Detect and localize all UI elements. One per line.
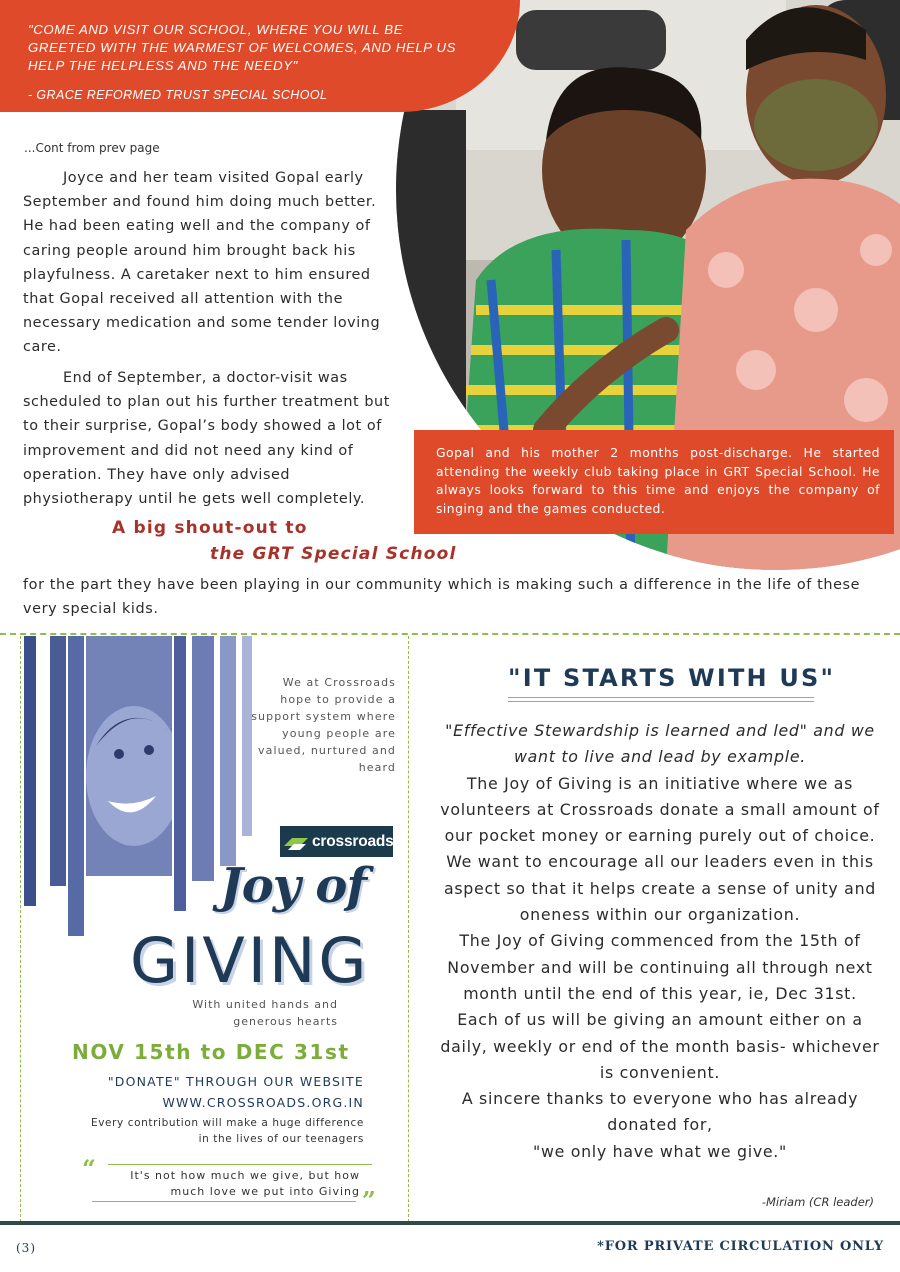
story-paragraph-1-text: Joyce and her team visited Gopal early September and found him doing much better. He had been eating well and the company of caring people around him brought back his playfulness. A caretaker next to him ensured that Gopal received all attention with the necessary medication and some tender loving care. xyxy=(23,170,381,356)
quote-rule-top xyxy=(108,1164,372,1165)
close-quote-icon: ” xyxy=(362,1186,376,1215)
title-underline xyxy=(508,697,814,698)
story-paragraph-2 xyxy=(23,366,395,511)
shout-out-heading-line2: the GRT Special School xyxy=(210,544,457,564)
story-paragraph-2-text: End of September, a doctor-visit was scheduled to plan out his further treatment but to their surprise, Gopal’s body showed a lot of improvement and did not need any kind of operation. They have only advised physiotherapy until he gets well completely. xyxy=(23,370,390,508)
article-body xyxy=(440,718,880,1165)
column-divider xyxy=(408,636,409,1222)
united-hands-tagline: With united hands and generous hearts xyxy=(192,998,338,1028)
quote-rule-bottom xyxy=(92,1201,356,1202)
campaign-dates: NOV 15th to DEC 31st xyxy=(72,1040,350,1064)
school-quote: "COME AND VISIT OUR SCHOOL, WHERE YOU WILL BE GREETED WITH THE WARMEST OF WELCOMES, AND HELP US HELP THE HELPLESS AND THE NEEDY" xyxy=(28,22,456,73)
photo-caption-box xyxy=(414,430,894,534)
shout-out-text: for the part they have been playing in our community which is making such a difference in the life of these very special kids. xyxy=(23,577,861,617)
article-closing: "we only have what we give." xyxy=(532,1141,787,1161)
article-lead: "Effective Stewardship is learned and led" and we want to live and lead by example. xyxy=(445,721,875,767)
crossroads-intro: We at Crossroads hope to provide a support system where young people are valued, nurtured and heard xyxy=(251,676,396,774)
article-thanks: A sincere thanks to everyone who has already donated for, xyxy=(461,1089,859,1135)
article-paragraph-2: The Joy of Giving commenced from the 15th of November and will be continuing all through next month until the end of this year, ie, Dec 31st. Each of us will be giving an amount either on a daily, weekly or end of the month basis- whichever is convenient. xyxy=(440,931,880,1082)
giving-heading: GIVING xyxy=(130,924,370,997)
left-column-border xyxy=(20,636,21,1222)
section-divider xyxy=(0,633,900,635)
crossroads-logo xyxy=(280,826,393,857)
page-number: (3) xyxy=(16,1241,36,1255)
crossroads-logo-icon xyxy=(284,834,308,850)
joy-of-heading: Joy of xyxy=(220,858,366,914)
continued-note: ...Cont from prev page xyxy=(24,141,160,155)
website-link[interactable]: WWW.CROSSROADS.ORG.IN xyxy=(162,1095,364,1110)
footer-bar xyxy=(0,1221,900,1225)
private-circulation-note: *FOR PRIVATE CIRCULATION ONLY xyxy=(597,1239,884,1254)
article-paragraph-1: The Joy of Giving is an initiative where we as volunteers at Crossroads donate a small amount of our pocket money or earning purely out of choice. We want to encourage all our leaders even in this aspect so that it helps create a sense of unity and oneness within our organization. xyxy=(440,773,880,925)
donate-instruction: "DONATE" THROUGH OUR WEBSITE xyxy=(107,1074,364,1089)
contribution-note: Every contribution will make a huge difference in the lives of our teenagers xyxy=(90,1117,364,1145)
article-title: "IT STARTS WITH US" xyxy=(508,664,836,692)
shout-out-heading-line1: A big shout-out to xyxy=(112,518,308,538)
crossroads-logo-text: crossroads xyxy=(312,833,394,850)
quote-banner xyxy=(0,0,520,112)
photo-caption: Gopal and his mother 2 months post-discharge. He started attending the weekly club taking place in GRT Special School. He always looks forward to this time and enjoys the company of singing and the games conducted. xyxy=(436,445,880,516)
giving-quote: It's not how much we give, but how much love we put into Giving xyxy=(130,1169,360,1198)
open-quote-icon: “ xyxy=(82,1154,96,1183)
title-underline-second xyxy=(508,701,814,702)
quote-source: - GRACE REFORMED TRUST SPECIAL SCHOOL xyxy=(28,88,328,102)
article-signature: -Miriam (CR leader) xyxy=(761,1195,874,1209)
story-paragraph-1 xyxy=(23,166,395,360)
